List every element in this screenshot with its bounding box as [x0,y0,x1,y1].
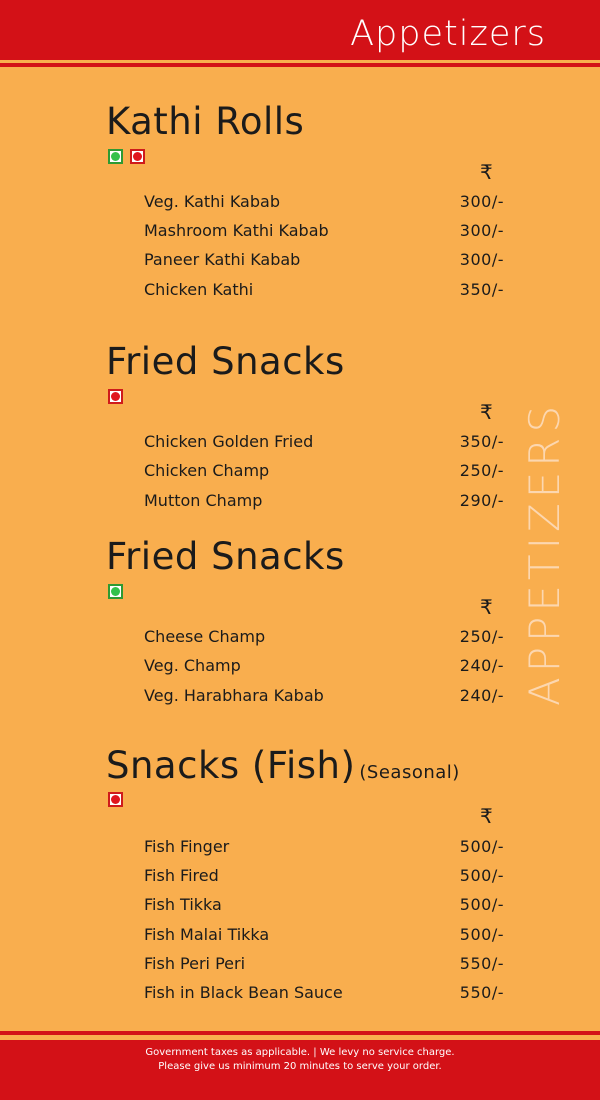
menu-item [144,277,504,301]
menu-item [144,922,504,946]
item-name: Chicken Champ [144,460,270,480]
item-name: Cheese Champ [144,626,266,646]
diet-badges [108,584,123,599]
page-title: Appetizers [350,14,546,54]
item-price: 500/- [459,836,504,856]
menu-item [144,429,504,453]
menu-item [144,863,504,887]
non-veg-indicator-icon [108,389,123,404]
item-name: Veg. Champ [144,655,241,675]
item-price: 240/- [459,655,504,675]
item-name: Chicken Golden Fried [144,431,314,451]
item-name: Paneer Kathi Kabab [144,249,301,269]
footer-bar [0,1040,600,1100]
currency-symbol: ₹ [480,160,493,184]
item-price: 550/- [459,982,504,1002]
menu-item [144,218,504,242]
item-price: 250/- [459,626,504,646]
vertical-section-label: APPETIZERS [520,400,569,706]
section-subtitle: (Seasonal) [359,762,460,783]
footer-service-note: Please give us minimum 20 minutes to serve your order. [158,1061,442,1072]
menu-item [144,892,504,916]
menu-item [144,951,504,975]
footer-divider [0,1031,600,1035]
item-name: Fish Finger [144,836,230,856]
item-price: 550/- [459,953,504,973]
item-price: 350/- [459,279,504,299]
diet-badges [108,149,145,164]
item-name: Chicken Kathi [144,279,254,299]
item-price: 240/- [459,685,504,705]
item-price: 300/- [459,191,504,211]
item-name: Veg. Kathi Kabab [144,191,280,211]
header-divider [0,63,600,67]
currency-symbol: ₹ [480,400,493,424]
menu-item [144,189,504,213]
menu-item [144,247,504,271]
item-name: Fish Fired [144,865,219,885]
menu-item [144,683,504,707]
section-title: Fried Snacks [106,340,345,383]
item-price: 300/- [459,220,504,240]
veg-indicator-icon [108,149,123,164]
item-price: 500/- [459,924,504,944]
section-title: Kathi Rolls [106,100,305,143]
menu-item [144,458,504,482]
item-price: 350/- [459,431,504,451]
item-price: 300/- [459,249,504,269]
menu-item [144,834,504,858]
header-bar [0,0,600,60]
item-price: 250/- [459,460,504,480]
currency-symbol: ₹ [480,804,493,828]
menu-item [144,488,504,512]
item-price: 500/- [459,865,504,885]
item-name: Veg. Harabhara Kabab [144,685,324,705]
item-name: Fish in Black Bean Sauce [144,982,343,1002]
currency-symbol: ₹ [480,595,493,619]
item-price: 500/- [459,894,504,914]
section-title: Fried Snacks [106,535,345,578]
item-name: Fish Tikka [144,894,222,914]
veg-indicator-icon [108,584,123,599]
diet-badges [108,792,123,807]
item-name: Fish Malai Tikka [144,924,270,944]
menu-item [144,624,504,648]
item-name: Mutton Champ [144,490,263,510]
non-veg-indicator-icon [130,149,145,164]
section-title: Snacks (Fish) (Seasonal) [106,744,460,787]
item-price: 290/- [459,490,504,510]
diet-badges [108,389,123,404]
item-name: Mashroom Kathi Kabab [144,220,329,240]
menu-item [144,653,504,677]
non-veg-indicator-icon [108,792,123,807]
menu-item [144,980,504,1004]
footer-tax-note: Government taxes as applicable. | We levy no service charge. [145,1047,455,1058]
item-name: Fish Peri Peri [144,953,246,973]
